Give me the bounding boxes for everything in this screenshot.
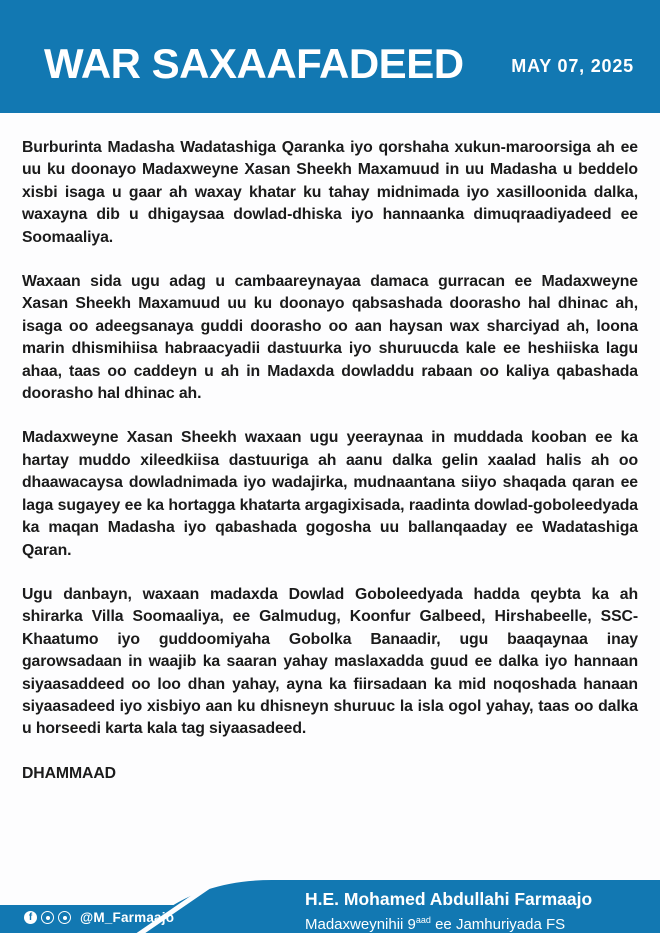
instagram-icon[interactable] [41,911,54,924]
header-banner [0,0,660,113]
closing-word: DHAMMAAD [22,764,116,782]
press-release-body [0,113,660,807]
signatory-title-superscript: aad [415,915,431,925]
twitter-glyph-dot [63,916,67,920]
paragraph-2: Waxaan sida ugu adag u cambaareynayaa damaca gurracan ee Madaxweyne Xasan Sheekh Maxamuud uu ku doonayo qabsashada doorasho hal dhinac ah, isaga oo adeegsanaya guddi doorasho oo aan haysan wax sharciyad ah, loona marin dhismihiisa habraacyadii dastuurka iyo shuruucda kale ee heshiiska lagu ahaa, taas oo caddeyn u ah in Madaxda dowladdu rabaan oo kaliya qabashada doorasho hal dhinac ah. [22,273,638,403]
social-strip [24,910,174,925]
twitter-icon[interactable] [58,911,71,924]
paragraph-3: Madaxweyne Xasan Sheekh waxaan ugu yeeraynaa in muddada kooban ee ka hartay muddo xileedkiisa dastuuriga ah aanu dalka gelin xaalad halis ah oo dhaawacaysa dowladnimada iyo wadajirka, mudnaantana siiyo shaqada qaran ee laga sugayey ee ka hortagga khatarta argagixisada, raadinta dowlad-goboleedyada ka maqan Madasha iyo qabashada gogosha uu ballanqaaday ee Wadatashiga Qaran. [22,429,638,559]
facebook-icon[interactable]: f [24,911,37,924]
signatory-title-prefix: Madaxweynihii 9 [305,916,416,933]
footer-signature [305,889,592,933]
social-handle[interactable]: @M_Farmaajo [80,910,175,925]
signatory-title-suffix: ee Jamhuriyada FS [430,916,566,933]
paragraph-4: Ugu danbayn, waxaan madaxda Dowlad Goboleedyada hadda qeybta ka ah shirarka Villa Soomaaliya, ee Galmudug, Koonfur Galbeed, Hirshabeelle, SSC-Khaatumo iyo guddoomiyaha Gobolka Banaadir, ugu baaqaynaa inay garowsadaan in waajib ka saaran yahay maslaxadda guud ee dalka iyo hannaan siyaasaddeed oo loo dhan yahay, ayna ka fiirsadaan ka mid noqoshada hanaan siyaasadeed iyo xisbiyo aan ku dhisneyn shuruuc la isla ogol yahay, taas oo dalka u horseedi karta kala tag siyaasadeed. [22,585,638,738]
signatory-title [305,911,592,933]
signatory-name: H.E. Mohamed Abdullahi Farmaajo [305,889,593,909]
paragraph-1: Burburinta Madasha Wadatashiga Qaranka iyo qorshaha xukun-maroorsiga ah ee uu ku doonayo Madaxweyne Xasan Sheekh Maxamuud in uu Madasha u beddelo xisbi isaga u gaar ah waxay khatar ku tahay midnimada iyo xasilloonida dalka, waxayna dib u dhigaysaa dowlad-dhiska iyo hannaanka dimuqraadiyadeed ee Soomaaliya. [22,139,638,246]
page-title: WAR SAXAAFADEED [44,39,464,87]
instagram-lens-dot [46,916,50,920]
header-date: MAY 07, 2025 [511,56,634,76]
